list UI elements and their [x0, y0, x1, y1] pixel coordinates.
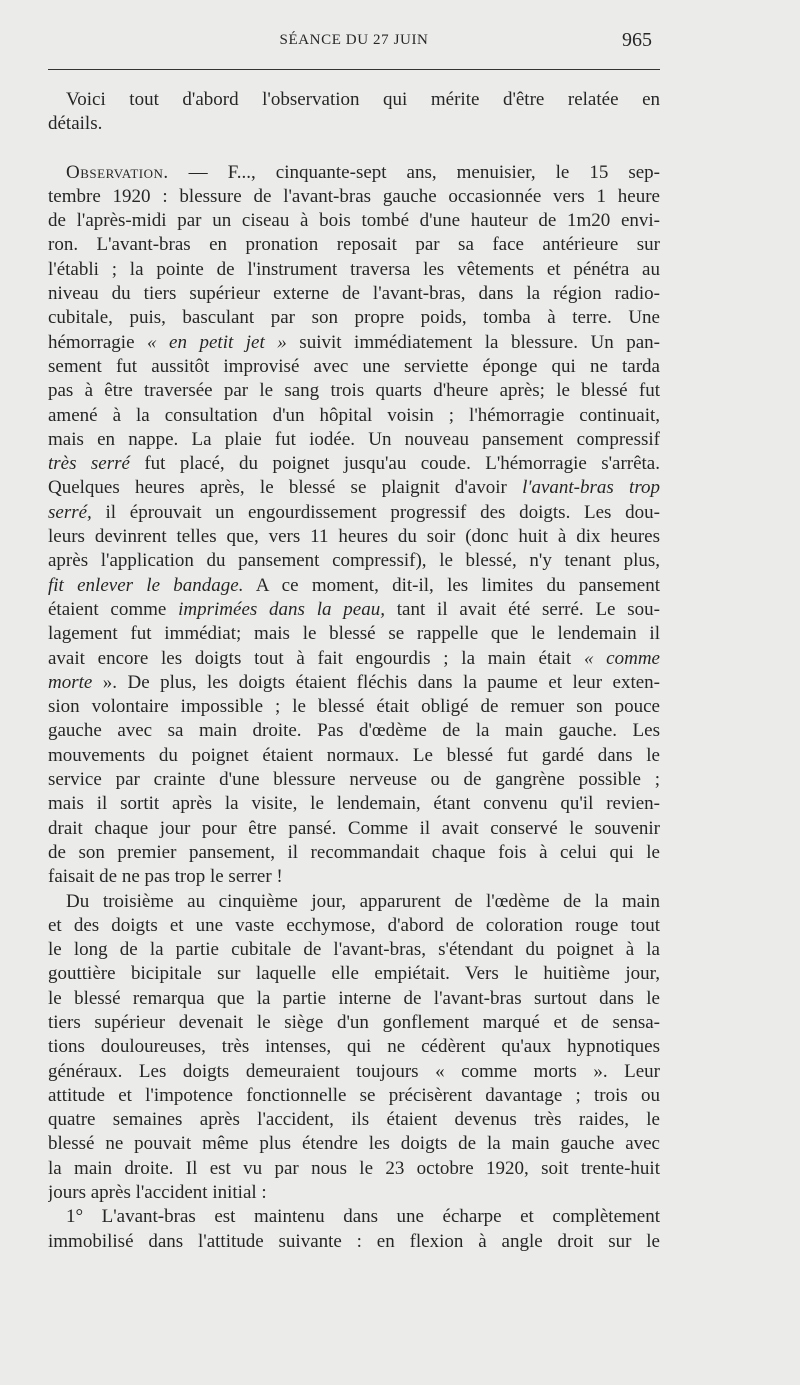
text-line: détails.	[48, 113, 103, 135]
text-line: après l'application du pansement compressif), le blessé, n'y tenant plus,	[48, 550, 660, 572]
text-line: fit enlever le bandage. A ce moment, dit-il, les limites du pansement	[48, 574, 660, 596]
text-line: avait encore les doigts tout à fait engourdis ; la main était « comme	[48, 647, 660, 669]
text-line: la main droite. Il est vu par nous le 23 octobre 1920, soit trente-huit	[48, 1157, 660, 1179]
paragraph-gap	[48, 137, 660, 161]
text-line: le long de la partie cubitale de l'avant-bras, s'étendant du poignet à la	[48, 939, 660, 961]
session-title: SÉANCE DU 27 JUIN	[279, 32, 429, 48]
text-line: gauche avec sa main droite. Pas d'œdème de la main gauche. Les	[48, 720, 660, 742]
text-line: de son premier pansement, il recommandait chaque fois à celui qui le	[48, 841, 660, 863]
text-line: quatre semaines après l'accident, ils étaient devenus très raides, le	[48, 1109, 660, 1131]
text-line: drait chaque jour pour être pansé. Comme il avait conservé le souvenir	[48, 817, 660, 839]
running-header	[48, 26, 660, 56]
text-line: hémorragie « en petit jet » suivit immédiatement la blessure. Un pan-	[48, 331, 660, 353]
text-line: pas à être traversée par le sang trois quarts d'heure après; le blessé fut	[48, 380, 660, 402]
page-number: 965	[622, 29, 652, 51]
text-line: Quelques heures après, le blessé se plaignit d'avoir l'avant-bras trop	[48, 477, 660, 499]
text-line: tiers supérieur devenait le siège d'un gonflement marqué et de sensa-	[48, 1011, 660, 1033]
observation-heading-line: Observation. — F..., cinquante-sept ans, menuisier, le 15 sep-	[66, 161, 660, 183]
text-line: lagement fut immédiat; mais le blessé se rappelle que le lendemain il	[48, 623, 660, 645]
text-line: généraux. Les doigts demeuraient toujours « comme morts ». Leur	[48, 1060, 660, 1082]
text-line: mais il sortit après la visite, le lendemain, étant convenu qu'il revien-	[48, 793, 660, 815]
text-line: immobilisé dans l'attitude suivante : en flexion à angle droit sur le	[48, 1230, 660, 1252]
text-line: niveau du tiers supérieur externe de l'avant-bras, dans la région radio-	[48, 283, 660, 305]
text-line: mais en nappe. La plaie fut iodée. Un nouveau pansement compressif	[48, 428, 660, 450]
text-line: sion volontaire impossible ; le blessé était obligé de remuer son pouce	[48, 696, 660, 718]
text-line: très serré fut placé, du poignet jusqu'au coude. L'hémorragie s'arrêta.	[48, 453, 660, 475]
observation-label: Observation.	[66, 161, 169, 183]
text-line: jours après l'accident initial :	[48, 1182, 267, 1204]
text-line: service par crainte d'une blessure nerveuse ou de gangrène possible ;	[48, 769, 660, 791]
text-line: 1° L'avant-bras est maintenu dans une écharpe et complètement	[66, 1206, 660, 1228]
text-line: Voici tout d'abord l'observation qui mérite d'être relatée en	[66, 89, 660, 110]
text-line: mouvements du poignet étaient normaux. Le blessé fut gardé dans le	[48, 744, 660, 766]
text-line: cubitale, puis, basculant par son propre poids, tomba à terre. Une	[48, 307, 660, 329]
text-line: sement fut aussitôt improvisé avec une serviette éponge qui ne tarda	[48, 355, 660, 377]
text-line: l'établi ; la pointe de l'instrument traversa les vêtements et pénétra au	[48, 258, 660, 280]
text-line: ron. L'avant-bras en pronation reposait par sa face antérieure sur	[48, 234, 660, 256]
text-line: et des doigts et une vaste ecchymose, d'abord de coloration rouge tout	[48, 914, 660, 936]
text-line: attitude et l'impotence fonctionnelle se précisèrent davantage ; trois ou	[48, 1084, 660, 1106]
text-line: leurs devinrent telles que, vers 11 heures du soir (donc huit à dix heures	[48, 526, 660, 548]
text-line: tions douloureuses, très intenses, qui ne cédèrent qu'aux hypnotiques	[48, 1036, 660, 1058]
text-line: le blessé remarqua que la partie interne de l'avant-bras surtout dans le	[48, 987, 660, 1009]
text-line: étaient comme imprimées dans la peau, tant il avait été serré. Le sou-	[48, 598, 660, 620]
text-line: faisait de ne pas trop le serrer !	[48, 866, 283, 888]
body-text	[48, 88, 660, 1254]
text-line: de l'après-midi par un ciseau à bois tombé d'une hauteur de 1m20 envi-	[48, 210, 660, 232]
text-line: blessé ne pouvait même plus étendre les doigts de la main gauche avec	[48, 1133, 660, 1155]
text-line: morte ». De plus, les doigts étaient fléchis dans la paume et leur exten-	[48, 671, 660, 693]
text-line: tembre 1920 : blessure de l'avant-bras gauche occasionnée vers 1 heure	[48, 185, 660, 207]
text-line: gouttière bicipitale sur laquelle elle empiétait. Vers le huitième jour,	[48, 963, 660, 985]
text-line: Du troisième au cinquième jour, apparurent de l'œdème de la main	[66, 890, 660, 912]
header-rule	[48, 69, 660, 70]
text-line: serré, il éprouvait un engourdissement progressif des doigts. Les dou-	[48, 501, 660, 523]
text-line: amené à la consultation d'un hôpital voisin ; l'hémorragie continuait,	[48, 404, 660, 426]
